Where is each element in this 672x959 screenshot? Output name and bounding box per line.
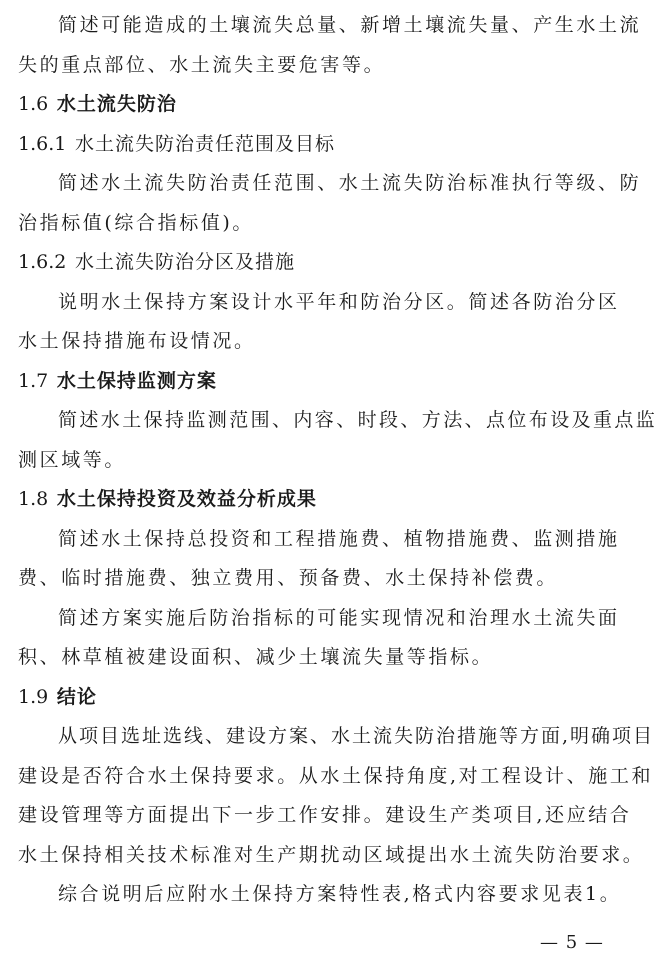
text-line: 简述水土保持总投资和工程措施费、植物措施费、监测措施 xyxy=(58,527,620,550)
text-line: 测区域等。 xyxy=(18,448,127,471)
paragraph-conclusion xyxy=(18,717,658,875)
document-page xyxy=(18,6,658,915)
subsection-heading-1-6-1 xyxy=(18,125,658,165)
text-line: 建设是否符合水土保持要求。从水土保持角度,对工程设计、施工和 xyxy=(18,764,654,787)
paragraph-soil-loss-summary xyxy=(18,6,658,85)
heading-number: 1.8 xyxy=(18,488,49,510)
text-line: 建设管理等方面提出下一步工作安排。建设生产类项目,还应结合 xyxy=(18,804,632,826)
heading-number: 1.7 xyxy=(18,369,49,392)
text-line: 简述水土保持监测范围、内容、时段、方法、点位布设及重点监 xyxy=(58,409,658,431)
section-heading-1-9 xyxy=(18,678,658,718)
heading-title: 水土保持投资及效益分析成果 xyxy=(56,488,317,510)
paragraph-investment-summary xyxy=(18,520,658,599)
paragraph-benefit-analysis xyxy=(18,599,658,678)
text-line: 从项目选址选线、建设方案、水土流失防治措施等方面,明确项目 xyxy=(58,725,655,747)
heading-title: 水土流失防治责任范围及目标 xyxy=(75,132,336,155)
heading-number: 1.9 xyxy=(18,685,49,708)
text-line: 简述可能造成的土壤流失总量、新增土壤流失量、产生水土流 xyxy=(58,14,642,36)
text-line: 失的重点部位、水土流失主要危害等。 xyxy=(18,53,386,76)
heading-title: 结论 xyxy=(56,685,97,708)
heading-number: 1.6 xyxy=(18,93,49,115)
paragraph-appendix-note xyxy=(18,875,658,915)
heading-title: 水土流失防治分区及措施 xyxy=(75,251,296,273)
text-line: 简述方案实施后防治指标的可能实现情况和治理水土流失面 xyxy=(58,606,620,629)
text-line: 说明水土保持方案设计水平年和防治分区。简述各防治分区 xyxy=(58,290,620,313)
text-line: 治指标值(综合指标值)。 xyxy=(18,211,255,234)
paragraph-monitoring-plan xyxy=(18,401,658,480)
subsection-heading-1-6-2 xyxy=(18,243,658,283)
section-heading-1-8 xyxy=(18,480,658,520)
text-line: 综合说明后应附水土保持方案特性表,格式内容要求见表1。 xyxy=(58,883,622,905)
section-heading-1-6 xyxy=(18,85,658,125)
text-line: 费、临时措施费、独立费用、预备费、水土保持补偿费。 xyxy=(18,567,559,589)
page-number: — 5 — xyxy=(540,932,604,953)
text-line: 水土保持措施布设情况。 xyxy=(18,330,256,352)
paragraph-zoning-measures xyxy=(18,283,658,362)
heading-number: 1.6.2 xyxy=(18,251,67,273)
section-heading-1-7 xyxy=(18,362,658,402)
heading-number: 1.6.1 xyxy=(18,132,67,155)
heading-title: 水土流失防治 xyxy=(56,93,177,115)
text-line: 简述水土流失防治责任范围、水土流失防治标准执行等级、防 xyxy=(58,172,642,194)
paragraph-responsibility-scope xyxy=(18,164,658,243)
heading-title: 水土保持监测方案 xyxy=(56,369,217,392)
text-line: 积、林草植被建设面积、减少土壤流失量等指标。 xyxy=(18,646,494,668)
text-line: 水土保持相关技术标准对生产期扰动区域提出水土流失防治要求。 xyxy=(18,843,645,866)
